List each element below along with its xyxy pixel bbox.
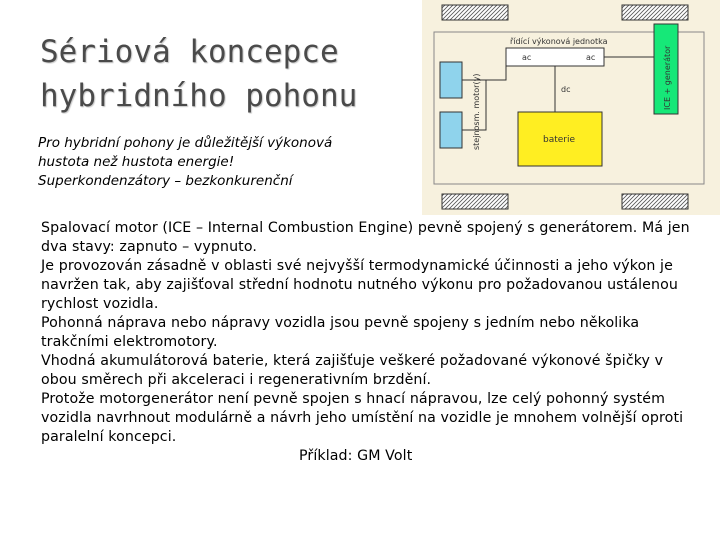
body-paragraph: Vhodná akumulátorová baterie, která zajišťuje veškeré požadované výkonové špičky v obou směrech při akceleraci i regenerativním brzdění. [41, 353, 664, 388]
motor-label: stejnosm. motor(y) [472, 73, 481, 150]
body-paragraph: Spalovací motor (ICE – Internal Combustion Engine) pevně spojený s generátorem. Má jen dva stavy: zapnuto – vypnuto. [41, 220, 690, 255]
intro-line: hustota než hustota energie! [38, 154, 235, 170]
hybrid-drive-diagram [422, 0, 720, 215]
slide-title [40, 30, 357, 118]
title-line-2: hybridního pohonu [40, 78, 358, 114]
wheel-bottom-right [622, 194, 688, 209]
ac-label: ac [522, 53, 532, 62]
ac-right-label: ac [586, 53, 596, 62]
traction-motor-rear [440, 112, 462, 148]
wheel-top-left [442, 5, 508, 20]
intro-line: Pro hybridní pohony je důležitější výkonová [38, 135, 333, 151]
body-paragraph: Je provozován zásadně v oblasti své nejvyšší termodynamické účinnosti a jeho výkon je navržen tak, aby zajišťoval střední hodnotu nutného výkonu pro požadovanou ustálenou rychlost vozidla. [41, 258, 678, 312]
example-note: Příklad: GM Volt [299, 448, 413, 464]
slide-body [41, 219, 701, 466]
body-paragraph: Protože motorgenerátor není pevně spojen s hnací nápravou, lze celý pohonný systém vozidla navrhnout modulárně a návrh jeho umístění na vozidle je mnohem volnější oproti paralelní koncepci. [41, 391, 684, 445]
control-unit-label: řídící výkonová jednotka [510, 37, 608, 46]
traction-motor-front [440, 62, 462, 98]
motor-to-unit-line [462, 66, 506, 80]
generator-label: ICE + generátor [663, 45, 672, 110]
wheel-bottom-left [442, 194, 508, 209]
intro-note [38, 134, 408, 191]
wheel-top-right [622, 5, 688, 20]
intro-line: Superkondenzátory – bezkonkurenční [38, 173, 293, 189]
battery-label: baterie [543, 135, 576, 145]
dc-label: dc [561, 85, 571, 94]
body-paragraph: Pohonná náprava nebo nápravy vozidla jsou pevně spojeny s jedním nebo několika trakčními elektromotory. [41, 315, 640, 350]
title-line-1: Sériová koncepce [40, 34, 339, 70]
